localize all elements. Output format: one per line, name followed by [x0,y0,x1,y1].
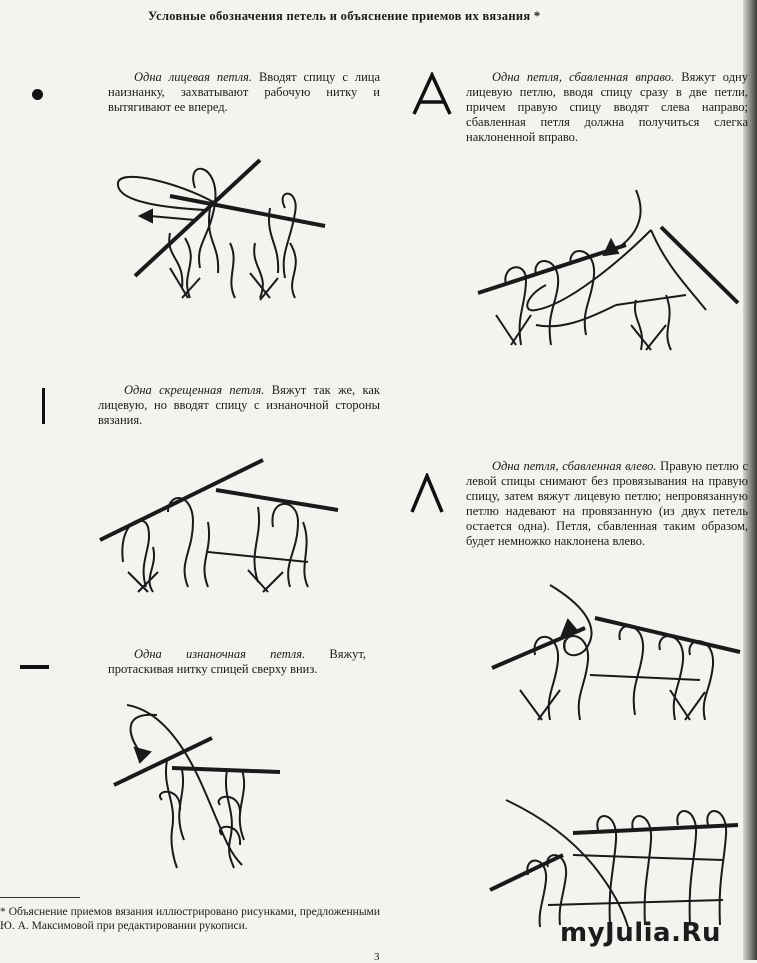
twisted-stitch-symbol [42,388,45,424]
footnote-divider [0,897,80,898]
purl-stitch-description [108,647,366,677]
footnote [0,905,380,933]
watermark-ru: .Ru [671,918,722,948]
purl-stitch-symbol [20,665,49,669]
watermark-julia: Julia [605,918,672,948]
right-decrease-description [466,70,748,145]
twisted-stitch-illustration [98,452,348,597]
right-decrease-text: Вяжут одну лицевую петлю, вводя спицу сразу в две петли, причем правую спицу вводят слева направо; сбавленная петля должна получиться слегка наклоненной вправо. [466,70,748,144]
left-decrease-illustration-top [490,580,745,725]
left-decrease-text: Правую петлю с левой спицы снимают без провязывания на правую спицу, затем вяжут лицевую петлю; непровязанную петлю надевают на провязанную (из двух петель остается одна). Петля, сбавленная таким образом, будет немножко наклонена влево. [466,459,748,548]
knit-stitch-description [108,70,380,115]
purl-stitch-title: Одна изнаночная петля. [134,647,306,661]
knit-stitch-title: Одна лицевая петля. [134,70,252,84]
knit-stitch-symbol [32,89,43,100]
site-watermark [560,918,721,948]
knit-stitch-illustration [110,148,340,308]
watermark-my: my [560,918,606,948]
right-decrease-illustration [476,185,746,360]
left-decrease-description [466,459,748,549]
twisted-stitch-description [98,383,380,428]
knit-stitch-text: Вводят спицу с лица наизнанку, захватывают рабочую нитку и вытягивают ее вперед. [108,70,381,114]
right-decrease-title: Одна петля, сбавленная вправо. [492,70,675,84]
twisted-stitch-text: Вяжут так же, как лицевую, но вводят спицу с изнаночной стороны вязания. [98,383,380,427]
purl-stitch-illustration [112,700,292,870]
right-decrease-symbol [410,72,454,116]
left-decrease-title: Одна петля, сбавленная влево. [492,459,657,473]
left-decrease-illustration-bottom [488,795,743,930]
left-decrease-symbol [409,473,445,513]
page-title: Условные обозначения петель и объяснение приемов их вязания * [148,9,541,23]
footnote-text: * Объяснение приемов вязания иллюстрировано рисунками, предложенными Ю. А. Максимовой при редактировании рукописи. [0,906,380,932]
twisted-stitch-title: Одна скрещенная петля. [124,383,265,397]
page-number: 3 [374,951,380,963]
purl-stitch-text: Вяжут, протаскивая нитку спицей сверху вниз. [108,647,367,676]
